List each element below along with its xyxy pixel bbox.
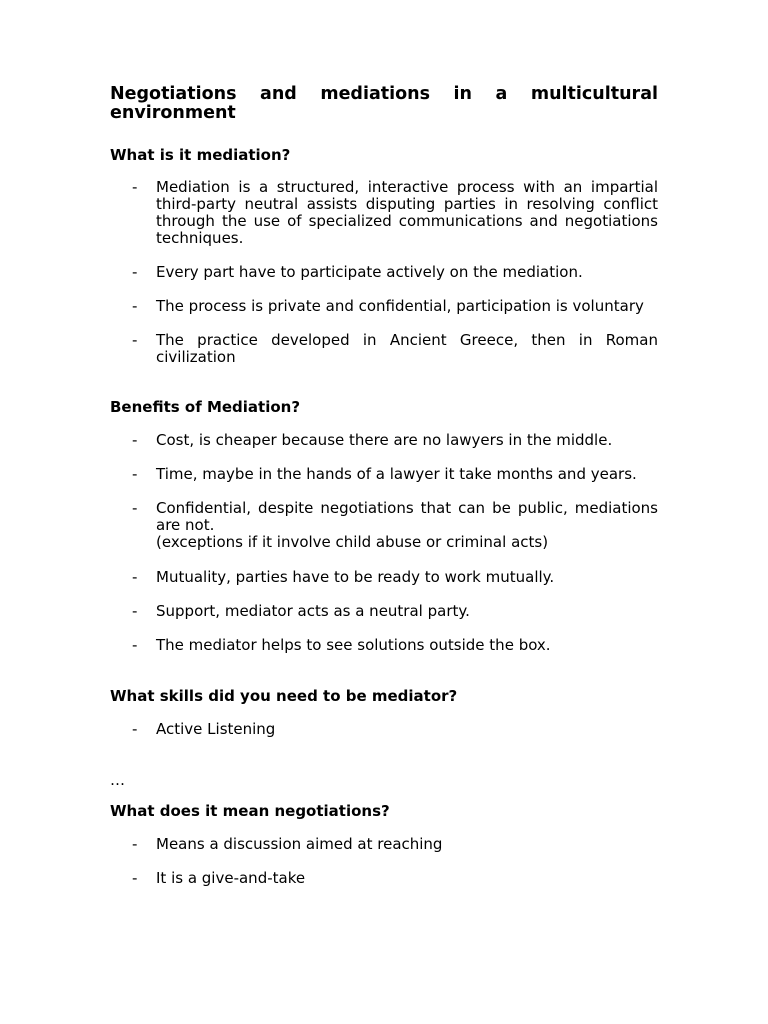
section-heading-what-is-mediation: What is it mediation? (110, 146, 291, 164)
list-item-text: Mutuality, parties have to be ready to work mutually. (156, 568, 555, 586)
document-page (110, 85, 658, 887)
bullet-dash: - (132, 431, 138, 449)
list-item (110, 298, 658, 315)
mediation-definition-list (110, 179, 658, 366)
list-item-text: Mediation is a structured, interactive process with an impartial third-party neutral assists disputing parties in resolving conflict through the use of specialized communications and negotiations techniques. (156, 178, 658, 247)
list-item (110, 603, 658, 620)
list-item-text: Time, maybe in the hands of a lawyer it take months and years. (156, 465, 637, 483)
list-item-text: Every part have to participate actively on the mediation. (156, 263, 583, 281)
list-item (110, 569, 658, 586)
mediator-skills-list (110, 721, 658, 738)
list-item (110, 836, 658, 853)
list-item (110, 466, 658, 483)
list-item-note: (exceptions if it involve child abuse or criminal acts) (156, 533, 549, 551)
bullet-dash: - (132, 499, 138, 517)
list-item-text: Confidential, despite negotiations that can be public, mediations are not. (156, 499, 658, 534)
bullet-dash: - (132, 178, 138, 196)
bullet-dash: - (132, 835, 138, 853)
section-heading-benefits-of-mediation: Benefits of Mediation? (110, 398, 301, 416)
section-heading-mediator-skills: What skills did you need to be mediator? (110, 687, 458, 705)
bullet-dash: - (132, 263, 138, 281)
list-item (110, 332, 658, 366)
bullet-dash: - (132, 720, 138, 738)
bullet-dash: - (132, 602, 138, 620)
bullet-dash: - (132, 568, 138, 586)
mediation-benefits-list (110, 432, 658, 654)
list-item-text: The mediator helps to see solutions outside the box. (156, 636, 551, 654)
list-item (110, 500, 658, 551)
bullet-dash: - (132, 869, 138, 887)
section-heading-what-are-negotiations: What does it mean negotiations? (110, 802, 390, 820)
list-item-text: The practice developed in Ancient Greece, then in Roman civilization (156, 331, 658, 366)
list-item (110, 637, 658, 654)
list-item-text: Means a discussion aimed at reaching (156, 835, 443, 853)
bullet-dash: - (132, 465, 138, 483)
list-item-text: Active Listening (156, 720, 276, 738)
list-item (110, 870, 658, 887)
ellipsis-text: … (110, 771, 125, 789)
list-item (110, 264, 658, 281)
negotiations-definition-list (110, 836, 658, 887)
list-item-text: Support, mediator acts as a neutral party. (156, 602, 470, 620)
list-item-text: The process is private and confidential, participation is voluntary (156, 297, 644, 315)
document-title: Negotiations and mediations in a multicultural environment (110, 84, 658, 123)
list-item-text: Cost, is cheaper because there are no lawyers in the middle. (156, 431, 613, 449)
list-item-text: It is a give-and-take (156, 869, 306, 887)
bullet-dash: - (132, 636, 138, 654)
bullet-dash: - (132, 331, 138, 349)
list-item (110, 432, 658, 449)
list-item (110, 721, 658, 738)
bullet-dash: - (132, 297, 138, 315)
list-item (110, 179, 658, 247)
